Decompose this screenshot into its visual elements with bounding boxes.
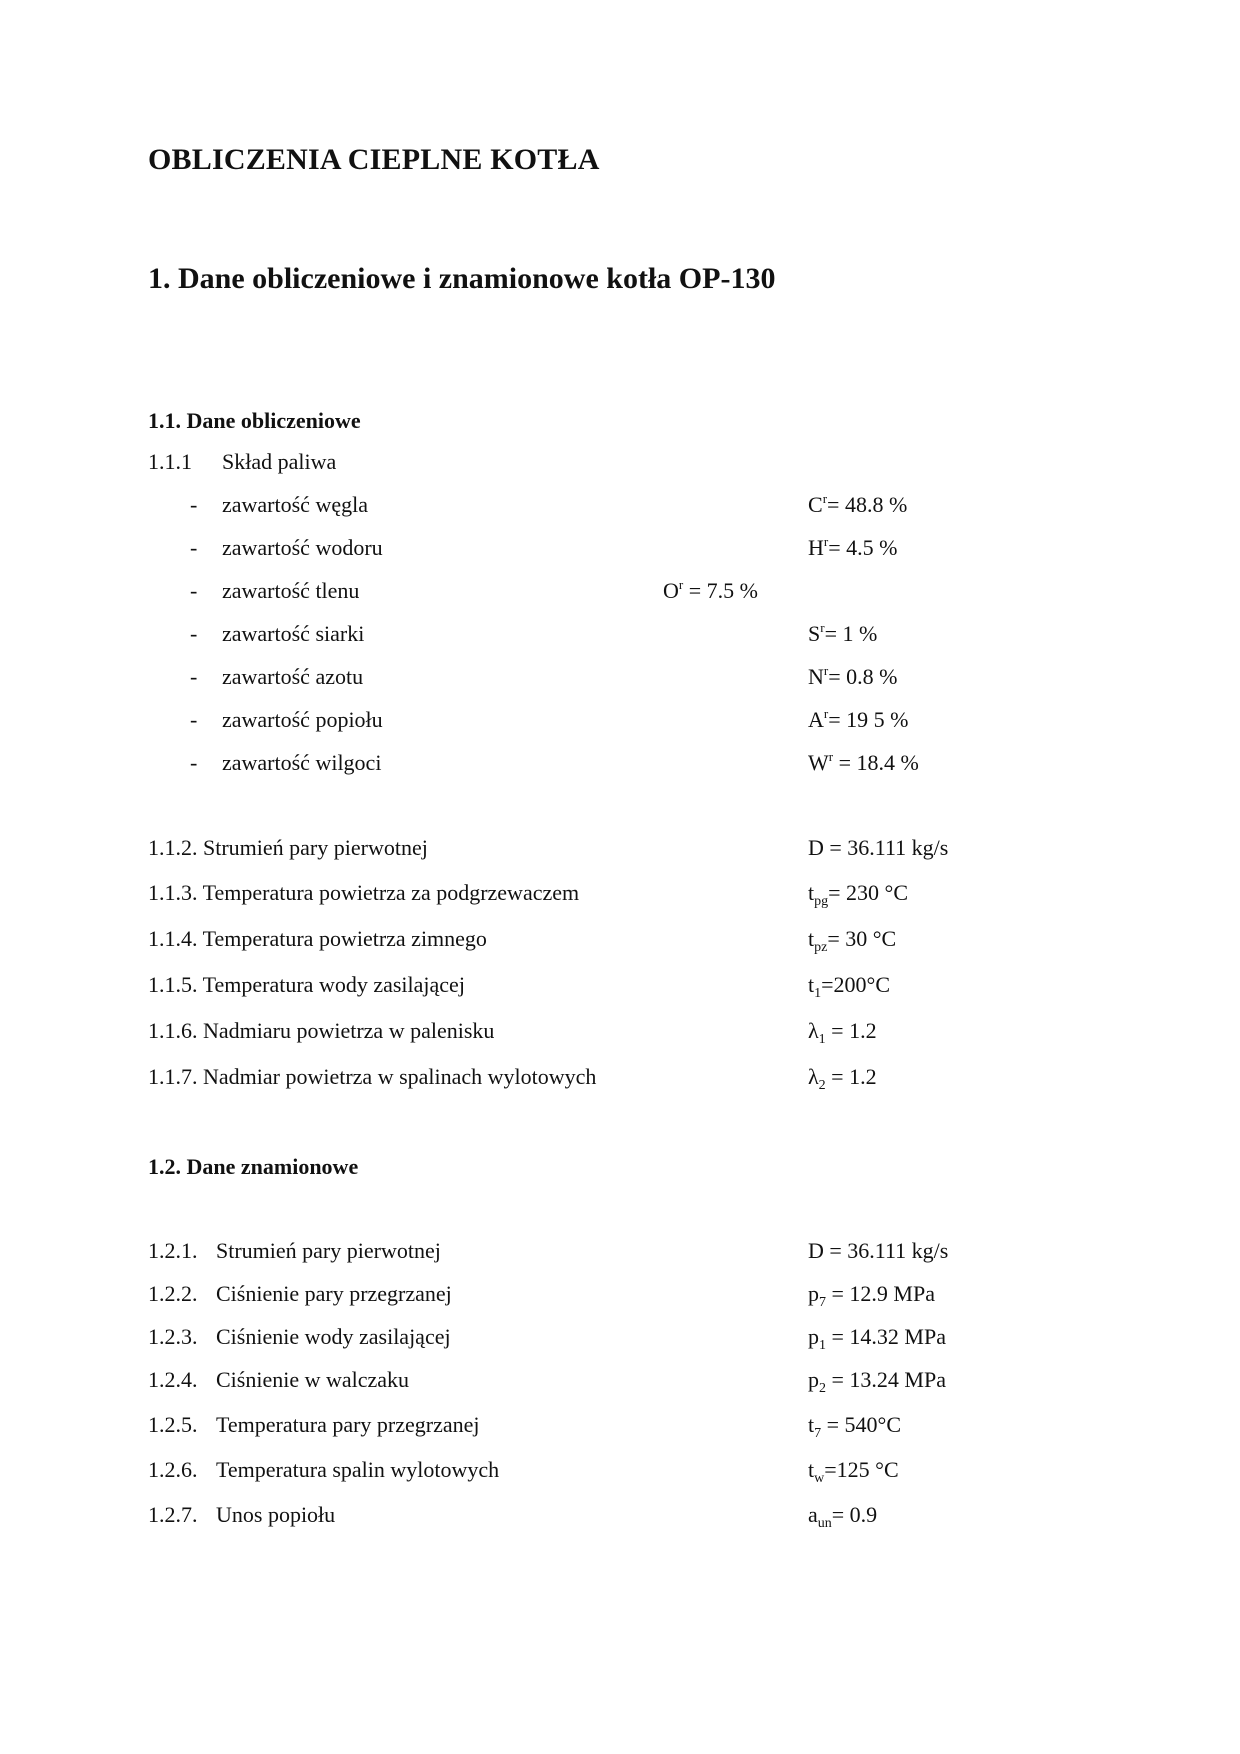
- list-item-value: $A^r= 19$ 5 %: [808, 706, 909, 732]
- list-item-label: zawartość tlenu: [222, 578, 360, 603]
- subsection-heading-1-2: 1.2. Dane znamionowe: [148, 1154, 359, 1179]
- list-item-label: Ciśnienie w walczaku: [216, 1367, 410, 1392]
- list-item-value: $t_1=200^\circ C$: [808, 972, 891, 1001]
- list-item-value: D = 36.111 kg/s: [808, 835, 949, 860]
- list-item-label: zawartość wodoru: [222, 535, 383, 560]
- list-bullet: -: [190, 578, 198, 603]
- list-item-label: Unos popiołu: [216, 1502, 336, 1527]
- fuel-label: Skład paliwa: [222, 449, 337, 474]
- list-bullet: -: [190, 535, 198, 560]
- list-item-number: 1.2.5.: [148, 1412, 198, 1437]
- list-item-value: $p_7 = 12.9$ MPa: [808, 1281, 935, 1310]
- list-bullet: -: [190, 664, 198, 689]
- list-item-value: $W^r = 18.4$ %: [808, 749, 919, 775]
- list-bullet: -: [190, 707, 198, 732]
- list-item-number: 1.2.1.: [148, 1238, 198, 1263]
- list-item-value: $t_{pz}= 30$ °C: [808, 926, 897, 955]
- list-bullet: -: [190, 492, 198, 517]
- list-item-value: $p_2 = 13.24$ MPa: [808, 1367, 946, 1396]
- section-heading: 1. Dane obliczeniowe i znamionowe kotła OP-130: [148, 262, 776, 295]
- list-item-label: 1.1.7. Nadmiar powietrza w spalinach wylotowych: [148, 1064, 597, 1089]
- list-item-label: zawartość popiołu: [222, 707, 383, 732]
- list-item-value: D = 36.111 kg/s: [808, 1238, 949, 1263]
- list-item-value: $\lambda_1 = 1.2$: [808, 1018, 877, 1047]
- subsection-heading-1-1: 1.1. Dane obliczeniowe: [148, 408, 361, 433]
- list-item-value: $p_1 = 14.32$ MPa: [808, 1324, 946, 1353]
- list-item-number: 1.2.4.: [148, 1367, 198, 1392]
- list-item-value: $\lambda_2 = 1.2$: [808, 1064, 877, 1093]
- list-item-label: zawartość siarki: [222, 621, 365, 646]
- list-item-label: 1.1.4. Temperatura powietrza zimnego: [148, 926, 487, 951]
- list-item-value: $t_{pg}= 230$ °C: [808, 880, 909, 909]
- list-item-label: Temperatura pary przegrzanej: [216, 1412, 480, 1437]
- list-bullet: -: [190, 621, 198, 646]
- list-item-value: $O^r = 7.5$ %: [663, 577, 758, 603]
- list-item-label: 1.1.6. Nadmiaru powietrza w palenisku: [148, 1018, 495, 1043]
- list-item-value: $t_w=125$ °C: [808, 1457, 899, 1486]
- fuel-number: 1.1.1: [148, 449, 192, 474]
- list-item-label: 1.1.5. Temperatura wody zasilającej: [148, 972, 465, 997]
- list-item-number: 1.2.7.: [148, 1502, 198, 1527]
- list-item-label: zawartość węgla: [222, 492, 368, 517]
- list-item-value: $C^r= 48.8$ %: [808, 491, 908, 517]
- list-item-label: Ciśnienie pary przegrzanej: [216, 1281, 452, 1306]
- page-title: OBLICZENIA CIEPLNE KOTŁA: [148, 143, 600, 176]
- list-item-value: $H^r= 4.5$ %: [808, 534, 898, 560]
- list-bullet: -: [190, 750, 198, 775]
- list-item-label: 1.1.2. Strumień pary pierwotnej: [148, 835, 428, 860]
- list-item-number: 1.2.2.: [148, 1281, 198, 1306]
- list-item-label: Temperatura spalin wylotowych: [216, 1457, 500, 1482]
- list-item-label: 1.1.3. Temperatura powietrza za podgrzewaczem: [148, 880, 580, 905]
- list-item-value: $t_7 = 540^\circ C$: [808, 1412, 902, 1441]
- list-item-label: zawartość wilgoci: [222, 750, 382, 775]
- list-item-value: $a_{un}= 0.9$: [808, 1502, 878, 1531]
- list-item-value: $S^r= 1$ %: [808, 620, 878, 646]
- list-item-label: Strumień pary pierwotnej: [216, 1238, 441, 1263]
- list-item-number: 1.2.3.: [148, 1324, 198, 1349]
- list-item-label: Ciśnienie wody zasilającej: [216, 1324, 451, 1349]
- list-item-value: $N^r= 0.8$ %: [808, 663, 898, 689]
- list-item-label: zawartość azotu: [222, 664, 364, 689]
- list-item-number: 1.2.6.: [148, 1457, 198, 1482]
